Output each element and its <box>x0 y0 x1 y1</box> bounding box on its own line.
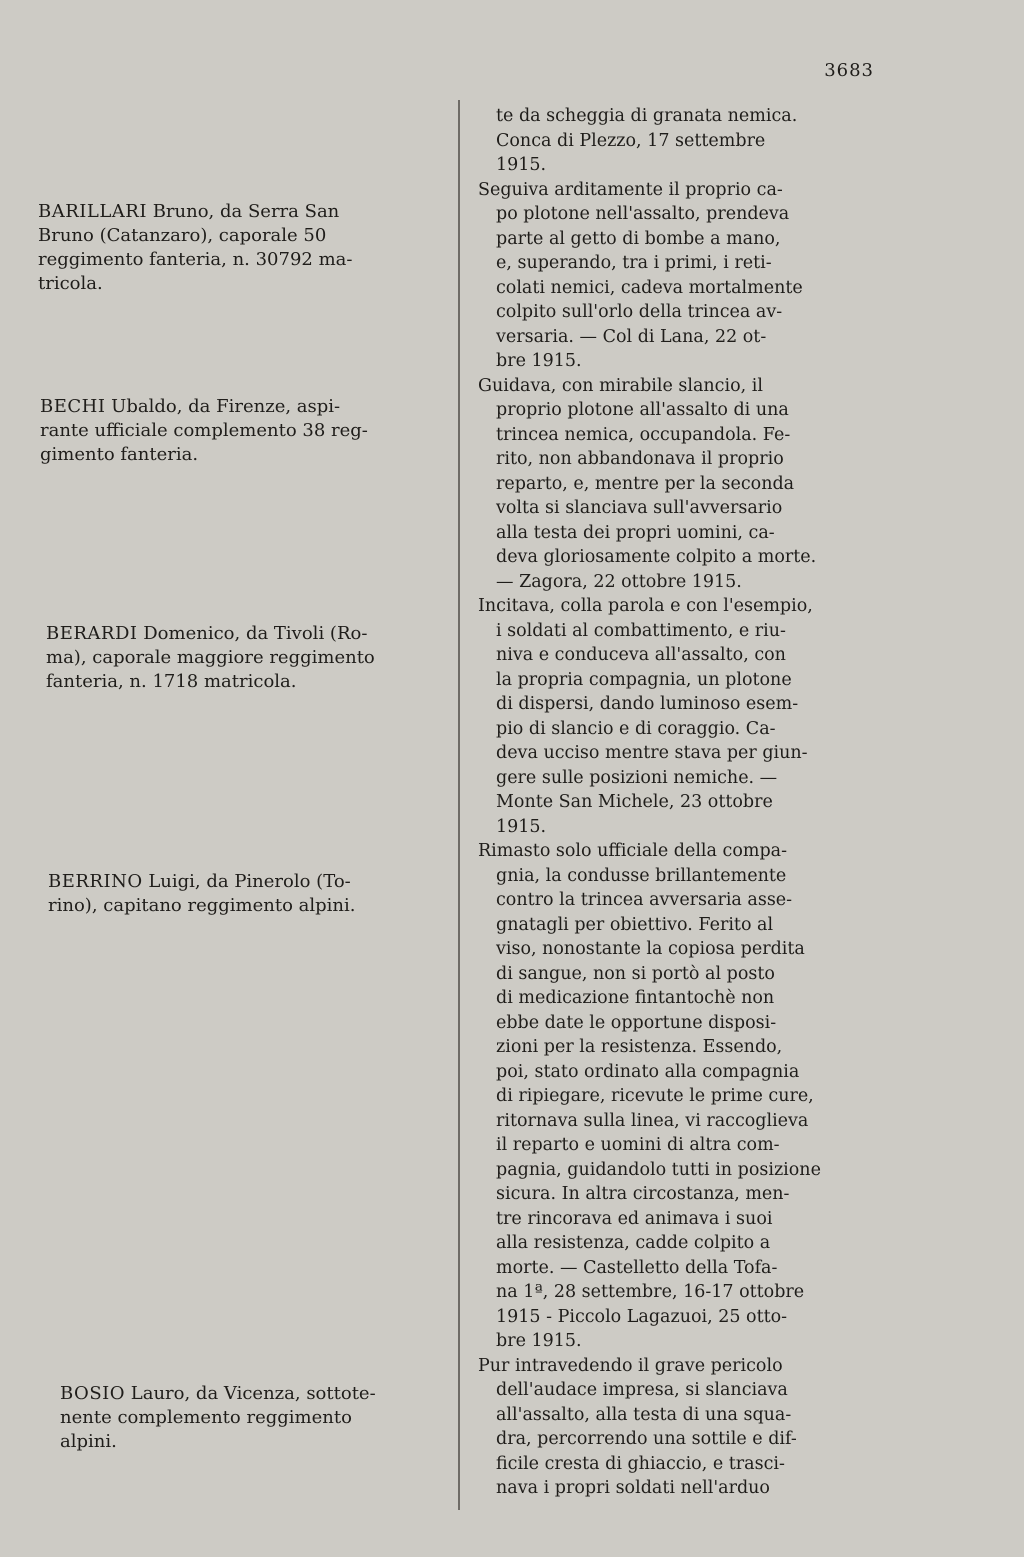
entry-surname: BOSIO <box>60 1383 126 1404</box>
page-number: 3683 <box>824 60 874 81</box>
entry-text: Luigi, da Pinerolo (To- rino), capitano reggimento alpini. <box>48 871 356 916</box>
entry-text: Bruno, da Serra San Bruno (Catanzaro), caporale 50 reggimento fanteria, n. 30792 ma- tricola. <box>38 201 353 294</box>
citation-berardi: Incitava, colla parola e con l'esempio, i soldati al combattimento, e riu- niva e conduceva all'assalto, con la propria compagnia, un plotone di dispersi, dando luminoso esem- pio di slancio e di coraggio. Ca- deva ucciso mentre stava per giun- gere sulle posizioni nemiche. — Monte San Michele, 23 ottobre 1915. <box>478 596 813 837</box>
citations-column <box>470 104 884 1501</box>
entry-bosio <box>60 1358 460 1454</box>
citation-bosio: Pur intravedendo il grave pericolo dell'audace impresa, si slanciava all'assalto, alla testa di una squa- dra, percorrendo una sottile e dif- ficile cresta di ghiaccio, e trasci- nava i propri soldati nell'arduo <box>478 1355 797 1498</box>
entry-surname: BARILLARI <box>38 201 147 222</box>
entry-text: Ubaldo, da Firenze, aspi- rante ufficiale complemento 38 reg- gimento fanteria. <box>40 396 368 465</box>
citation-berrino: Rimasto solo ufficiale della compa- gnia, la condusse brillantemente contro la trincea avversaria asse- gnatagli per obiettivo. Ferito al viso, nonostante la copiosa perdita di sangue, non si portò al posto di medicazione fintantochè non ebbe date le opportune disposi- zioni per la resistenza. Essendo, poi, stato ordinato alla compagnia di ripiegare, ricevute le prime cure, ritornava sulla linea, vi raccoglieva il reparto e uomini di altra com- pagnia, guidandolo tutti in posizione sicura. In altra circostanza, men- tre rincorava ed animava i suoi alla resistenza, cadde colpito a morte. — Castelletto della Tofa- na 1ª, 28 settembre, 16-17 ottobre 1915 - Piccolo Lagazuoi, 25 otto- bre 1915. <box>478 841 821 1351</box>
entry-barillari <box>38 176 438 296</box>
entry-berardi <box>46 598 446 694</box>
entry-berrino <box>48 846 448 918</box>
entry-surname: BERARDI <box>46 623 138 644</box>
column-divider <box>458 100 460 1510</box>
entry-text: Domenico, da Tivoli (Ro- ma), caporale maggiore reggimento fanteria, n. 1718 matricola. <box>46 623 375 692</box>
citation-bechi: Guidava, con mirabile slancio, il proprio plotone all'assalto di una trincea nemica, occupandola. Fe- rito, non abbandonava il proprio reparto, e, mentre per la seconda volta si slanciava sull'avversario alla testa dei propri uomini, ca- deva gloriosamente colpito a morte. — Zagora, 22 ottobre 1915. <box>478 375 817 592</box>
citation-barillari: Seguiva arditamente il proprio ca- po plotone nell'assalto, prendeva parte al getto di bombe a mano, e, superando, tra i primi, i reti- colati nemici, cadeva mortalmente colpito sull'orlo della trincea av- versaria. — Col di Lana, 22 ot- bre 1915. <box>478 179 803 371</box>
citation-continuation: te da scheggia di granata nemica. Conca di Plezzo, 17 settembre 1915. <box>496 106 798 175</box>
entry-surname: BERRINO <box>48 871 143 892</box>
entry-surname: BECHI <box>40 396 106 417</box>
entry-text: Lauro, da Vicenza, sottote- nente complemento reggimento alpini. <box>60 1383 376 1452</box>
entry-bechi <box>40 371 440 467</box>
